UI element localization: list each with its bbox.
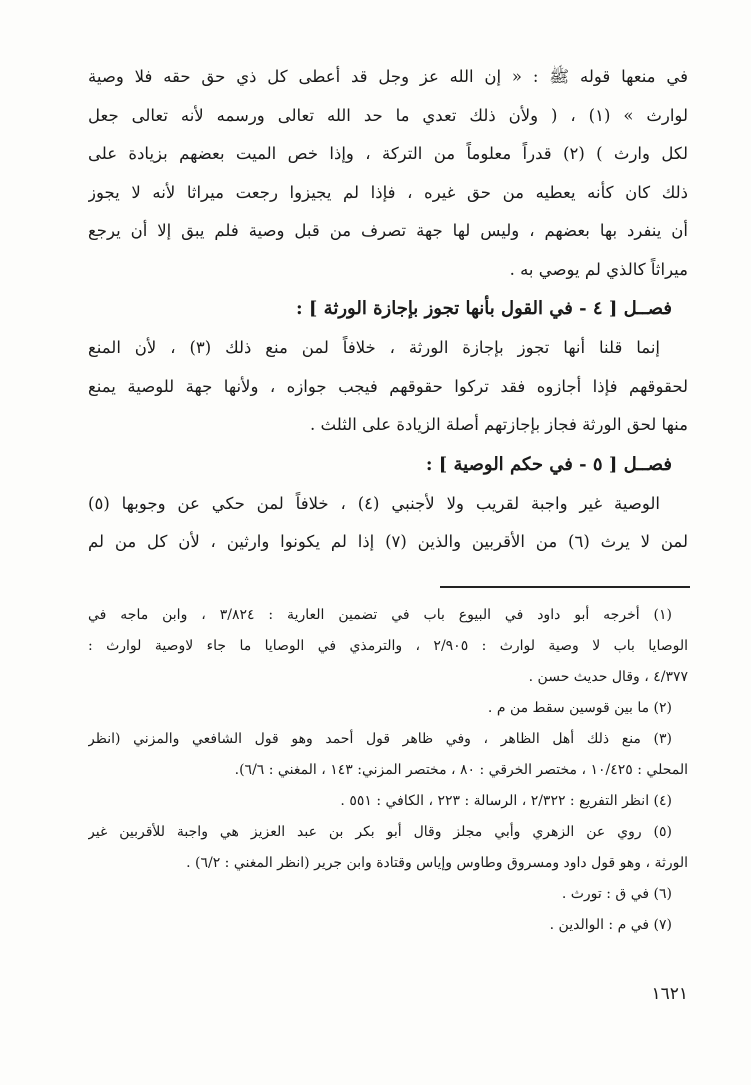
footnote-line: (٣) منع ذلك أهل الظاهر ، وفي ظاهر قول أحمد وهو قول الشافعي والمزني (انظر — [88, 731, 672, 747]
footnote-line: (١) أخرجه أبو داود في البيوع باب في تضمين العارية : ٣/٨٢٤ ، وابن ماجه في — [88, 607, 672, 623]
footnote-line: (٢) ما بين قوسين سقط من م . — [487, 700, 672, 716]
text-line: ميراثاً كالذي لم يوصي به . — [509, 259, 688, 279]
section-heading-4: فصــل [ ٤ - في القول بأنها تجوز بإجازة الورثة ] : — [295, 298, 672, 319]
text-line: أن ينفرد بها بعضهم ، وليس لها جهة تصرف من قبل وصية فلم يبق إلا أن يرجع — [88, 221, 688, 240]
text-line: إنما قلنا أنها تجوز بإجازة الورثة ، خلافاً لمن منع ذلك (٣) ، لأن المنع — [88, 338, 660, 357]
footnote-line: ٤/٣٧٧ ، وقال حديث حسن . — [528, 669, 688, 685]
text-line: لمن لا يرث (٦) من الأقربين والذين (٧) إذا لم يكونوا وارثين ، لأن كل من لم — [88, 532, 688, 551]
footnote-line: (٤) انظر التفريع : ٢/٣٢٢ ، الرسالة : ٢٢٣ ، الكافي : ٥٥١ . — [340, 793, 672, 809]
footnote-line: الوصايا باب لا وصية لوارث : ٢/٩٠٥ ، والترمذي في الوصايا ما جاء لاوصية لوارث : — [88, 638, 688, 654]
footnote-line: المحلي : ١٠/٤٢٥ ، مختصر الخرقي : ٨٠ ، مختصر المزني: ١٤٣ ، المغني : ٦/٦). — [234, 762, 688, 778]
text-line: لكل وارث ) (٢) قدراً معلوماً من التركة ، وإذا خص الميت بعضهم بزيادة على — [88, 144, 688, 163]
text-line: لوارث » (١) ، ( ولأن ذلك تعدي ما حد الله تعالى ورسمه لأنه تعالى جعل — [88, 105, 688, 125]
footnote-line: (٥) روي عن الزهري وأبي مجلز وقال أبو بكر بن عبد العزيز هي واجبة للأقربين غير — [88, 824, 672, 840]
footnote-line: (٧) في م : الوالدين . — [549, 917, 672, 933]
page-number: ١٦٢١ — [651, 984, 688, 1004]
footnote-line: (٦) في ق : تورث . — [561, 886, 672, 902]
text-line: الوصية غير واجبة لقريب ولا لأجنبي (٤) ، خلافاً لمن حكي عن وجوبها (٥) — [88, 493, 661, 513]
main-text — [88, 58, 688, 562]
footnote-divider — [440, 586, 690, 588]
footnote-line: الورثة ، وهو قول داود ومسروق وطاوس وإياس وقتادة وابن جرير (انظر المغني : ٦/٢) . — [186, 855, 688, 871]
footnotes — [88, 600, 688, 941]
section-heading-5: فصــل [ ٥ - في حكم الوصية ] : — [425, 453, 672, 475]
text-line: لحقوقهم فإذا أجازوه فقد تركوا حقوقهم فيجب جوازه ، ولأنها جهة للوصية يمنع — [88, 376, 688, 396]
text-line: ذلك كان كأنه يعطيه من حق غيره ، فإذا لم يجيزوا رجعت ميراثا لأنه لا يجوز — [88, 182, 688, 202]
text-line: في منعها قوله ﷺ : « إن الله عز وجل قد أعطى كل ذي حق حقه فلا وصية — [88, 67, 688, 86]
text-line: منها لحق الورثة فجاز بإجازتهم أصلة الزيادة على الثلث . — [310, 415, 688, 434]
